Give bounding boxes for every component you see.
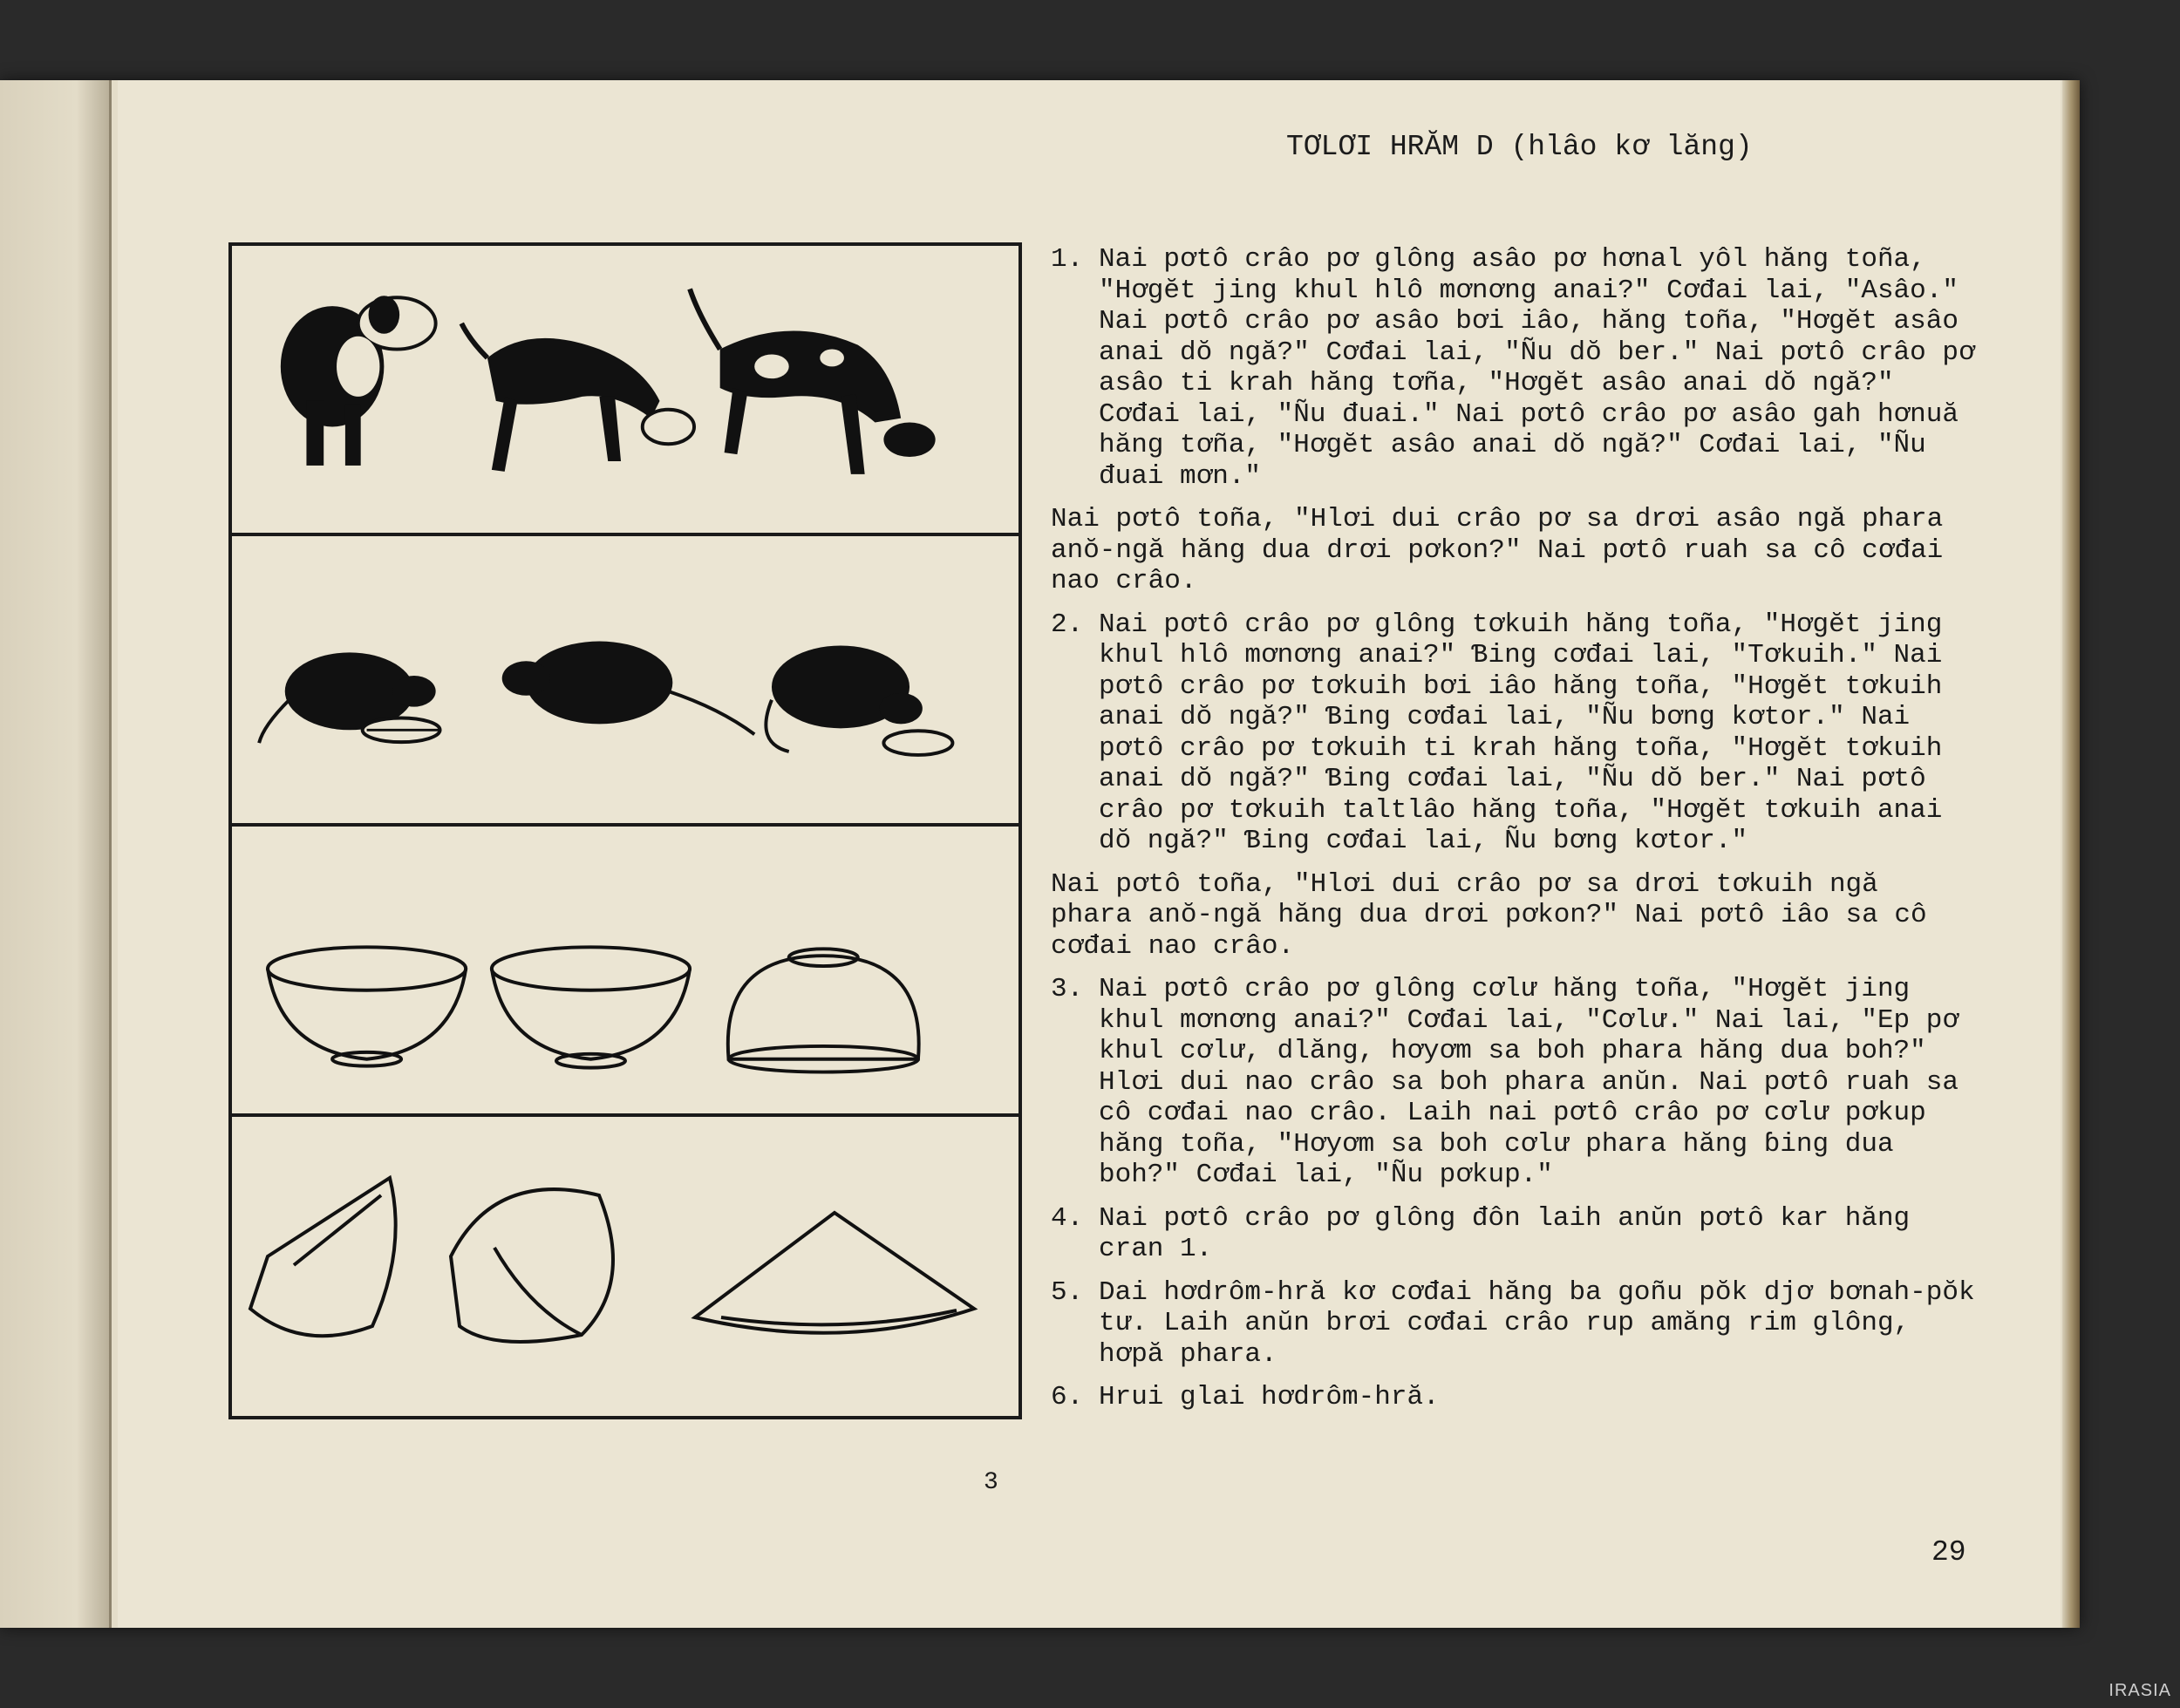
lesson-title: TƠLƠI HRĂM D (hlâo kơ lăng) — [1286, 131, 1753, 163]
instruction-item-1 — [1051, 244, 1975, 492]
item-number: 6. — [1051, 1382, 1084, 1412]
instruction-item-5 — [1051, 1277, 1975, 1371]
instruction-item-4 — [1051, 1203, 1975, 1265]
item-text: Nai pơtô crâo pơ glông đôn laih anŭn pơtô kar hăng cran 1. — [1099, 1202, 1911, 1264]
page-edge-stack — [2062, 80, 2080, 1628]
item-number: 5. — [1051, 1276, 1084, 1308]
left-page-edge — [0, 80, 112, 1628]
item-text: Nai pơtô crâo pơ glông tơkuih hăng toña, "Hơgĕt jing khul hlô mơnơng anai?" Ɓing cơđai lai, "Tơkuih." Nai pơtô crâo pơ tơkuih bơi iâo hăng toña, "Hơgĕt tơkuih anai dŏ ngă?" Ɓing cơđai lai, "Ñu bơng kơtor." Nai pơtô crâo pơ tơkuih ti krah hăng toña, "Hơgĕt tơkuih anai dŏ ngă?" Ɓing cơđai lai, "Ñu dŏ ber." Nai pơtô crâo pơ tơkuih taltlâo hăng toña, "Hơgĕt tơkuih anai dŏ ngă?" Ɓing cơđai lai, Ñu bơng kơtor." — [1099, 609, 1943, 856]
item-number: 1. — [1051, 244, 1084, 275]
instruction-item-2 — [1051, 609, 1975, 857]
item-number: 4. — [1051, 1202, 1084, 1234]
panel-rats — [232, 536, 1018, 827]
item-text: Nai pơtô crâo pơ glông cơlư hăng toña, "Hơgĕt jing khul mơnơng anai?" Cơđai lai, "Cơlư." Nai lai, "Ep pơ khul cơlư, dlăng, hơyơm sa boh phara hăng dua boh?" Hlơi dui nao crâo sa boh phara anŭn. Nai pơtô ruah sa cô cơđai nao crâo. Laih nai pơtô crâo pơ cơlư pơkup hăng toña, "Hơyơm sa boh cơlư phara hăng ɓing dua boh?" Cơđai lai, "Ñu pơkup." — [1099, 974, 1959, 1190]
item-number: 2. — [1051, 609, 1084, 640]
figure-number: 3 — [984, 1469, 998, 1496]
panel-hats — [232, 1117, 1018, 1413]
paragraph: Nai pơtô toña, "Hlơi dui crâo pơ sa drơi tơkuih ngă phara anŏ-ngă hăng dua drơi pơkon?" Nai pơtô iâo sa cô cơđai nao crâo. — [1051, 868, 1927, 962]
hats-illustration — [232, 1117, 1018, 1413]
panel-bowls — [232, 827, 1018, 1117]
paragraph: Nai pơtô toña, "Hlơi dui crâo pơ sa drơi asâo ngă phara anŏ-ngă hăng dua drơi pơkon?" Nai pơtô ruah sa cô cơđai nao crâo. — [1051, 504, 1944, 596]
dogs-illustration — [232, 246, 1018, 533]
rats-illustration — [232, 536, 1018, 823]
page-number: 29 — [1931, 1536, 1966, 1569]
item-text: Nai pơtô crâo pơ glông asâo pơ hơnal yôl hăng toña, "Hơgĕt jing khul hlô mơnơng anai?" Cơđai lai, "Asâo." Nai pơtô crâo pơ asâo bơi iâo, hăng toña, "Hơgĕt asâo anai dŏ ngă?" Cơđai lai, "Ñu dŏ ber." Nai pơtô crâo pơ asâo ti krah hăng tơña, "Hơgĕt asâo anai dŏ ngă?" Cơđai lai, "Ñu đuai." Nai pơtô crâo pơ asâo gah hơnuă hăng tơña, "Hơgĕt asâo anai dŏ ngă?" Cơđai lai, "Ñu đuai mơn." — [1099, 244, 1975, 492]
illustration-figure — [228, 242, 1022, 1419]
instruction-item-6 — [1051, 1382, 1975, 1413]
item-text: Dai hơdrôm-hră kơ cơđai hăng ba goñu pŏk djơ bơnah-pŏk tư. Laih anŭn brơi cơđai crâo rup amăng rim glông, hơpă phara. — [1099, 1276, 1975, 1370]
watermark: IRASIA — [2108, 1681, 2171, 1700]
panel-dogs — [232, 246, 1018, 536]
item-text: Hrui glai hơdrôm-hră. — [1099, 1382, 1440, 1412]
bowls-illustration — [232, 827, 1018, 1113]
instruction-item-3 — [1051, 974, 1975, 1191]
item-number: 3. — [1051, 974, 1084, 1004]
lesson-text — [1051, 244, 1975, 1426]
